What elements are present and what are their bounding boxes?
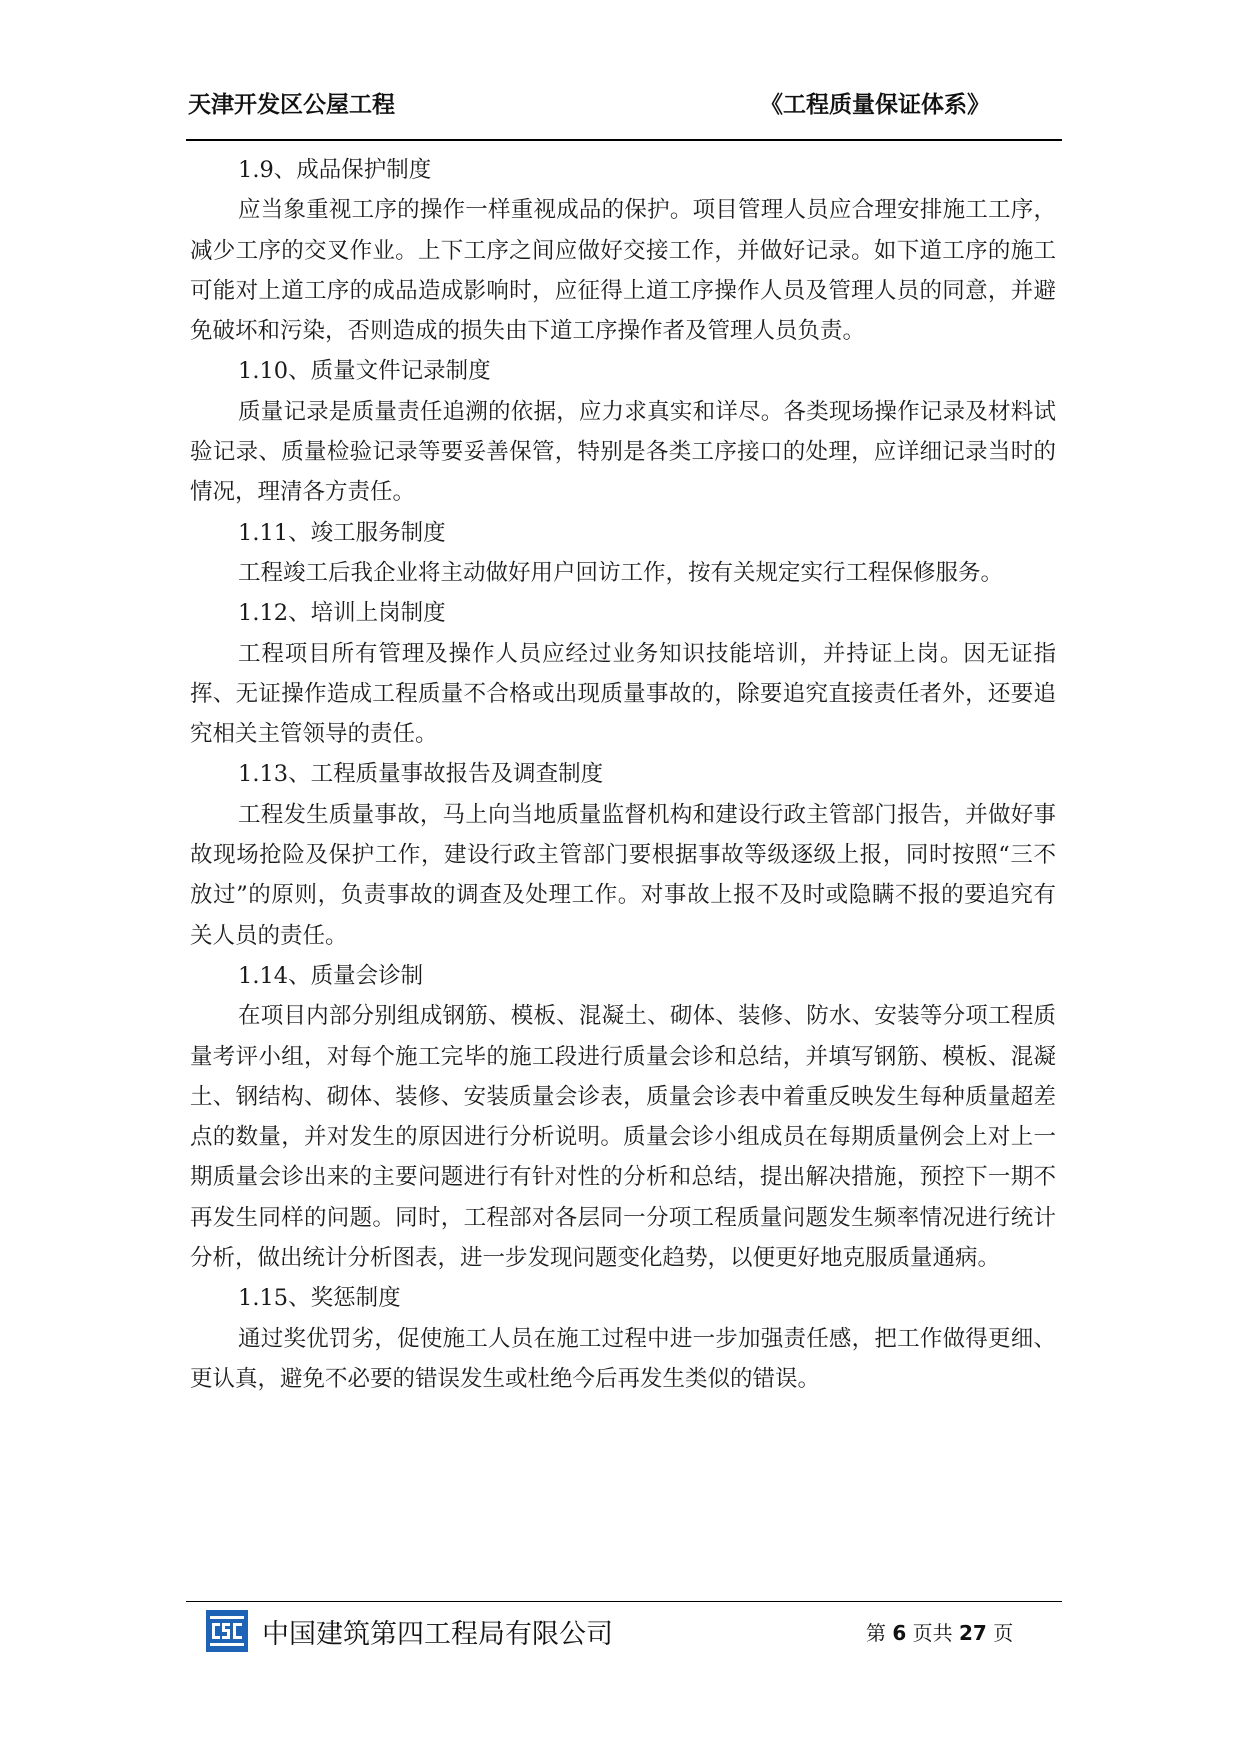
header-document-title: 《工程质量保证体系》: [760, 92, 990, 118]
section-heading: 1.13、工程质量事故报告及调查制度: [238, 761, 604, 788]
page-middle: 页共: [906, 1621, 959, 1645]
body-paragraph: 工程项目所有管理及操作人员应经过业务知识技能培训，并持证上岗。因无证指挥、无证操作造成工程质量不合格或出现质量事故的，除要追究直接责任者外，还要追究相关主管领导的责任。: [190, 640, 1056, 748]
footer-divider: [186, 1601, 1062, 1602]
section-heading: 1.11、竣工服务制度: [238, 519, 446, 546]
total-pages: 27: [959, 1621, 987, 1645]
header-project-title: 天津开发区公屋工程: [188, 92, 395, 118]
body-paragraph: 工程发生质量事故，马上向当地质量监督机构和建设行政主管部门报告，并做好事故现场抢险及保护工作，建设行政主管部门要根据事故等级逐级上报，同时按照“三不放过”的原则，负责事故的调查及处理工作。对事故上报不及时或隐瞒不报的要追究有关人员的责任。: [190, 801, 1056, 949]
current-page: 6: [892, 1621, 907, 1645]
body-paragraph: 应当象重视工序的操作一样重视成品的保护。项目管理人员应合理安排施工工序，减少工序的交叉作业。上下工序之间应做好交接工作，并做好记录。如下道工序的施工可能对上道工序的成品造成影响时，应征得上道工序操作人员及管理人员的同意，并避免破坏和污染，否则造成的损失由下道工序操作者及管理人员负责。: [190, 197, 1056, 345]
body-paragraph: 工程竣工后我企业将主动做好用户回访工作，按有关规定实行工程保修服务。: [238, 559, 1004, 586]
section-heading: 1.10、质量文件记录制度: [238, 358, 491, 385]
cscec-logo-icon: [206, 1610, 248, 1652]
company-name: 中国建筑第四工程局有限公司: [262, 1619, 613, 1650]
section-heading: 1.15、奖惩制度: [238, 1285, 401, 1312]
document-body: [190, 150, 1056, 1399]
page-prefix: 第: [866, 1621, 893, 1645]
section-heading: 1.12、培训上岗制度: [238, 600, 446, 627]
body-paragraph: 在项目内部分别组成钢筋、模板、混凝土、砌体、装修、防水、安装等分项工程质量考评小组，对每个施工完毕的施工段进行质量会诊和总结，并填写钢筋、模板、混凝土、钢结构、砌体、装修、安装质量会诊表，质量会诊表中着重反映发生每种质量超差点的数量，并对发生的原因进行分析说明。质量会诊小组成员在每期质量例会上对上一期质量会诊出来的主要问题进行有针对性的分析和总结，提出解决措施，预控下一期不再发生同样的问题。同时，工程部对各层同一分项工程质量问题发生频率情况进行统计分析，做出统计分析图表，进一步发现问题变化趋势，以便更好地克服质量通病。: [190, 1003, 1056, 1272]
header-divider: [186, 139, 1062, 141]
section-heading: 1.14、质量会诊制: [238, 962, 424, 989]
page-suffix: 页: [986, 1621, 1014, 1645]
page-number: [866, 1617, 1013, 1646]
section-heading: 1.9、成品保护制度: [238, 157, 432, 183]
body-paragraph: 通过奖优罚劣，促使施工人员在施工过程中进一步加强责任感，把工作做得更细、更认真，避免不必要的错误发生或杜绝今后再发生类似的错误。: [190, 1325, 1056, 1392]
body-paragraph: 质量记录是质量责任追溯的依据，应力求真实和详尽。各类现场操作记录及材料试验记录、质量检验记录等要妥善保管，特别是各类工序接口的处理，应详细记录当时的情况，理清各方责任。: [190, 398, 1056, 506]
page-header: [188, 86, 1060, 122]
